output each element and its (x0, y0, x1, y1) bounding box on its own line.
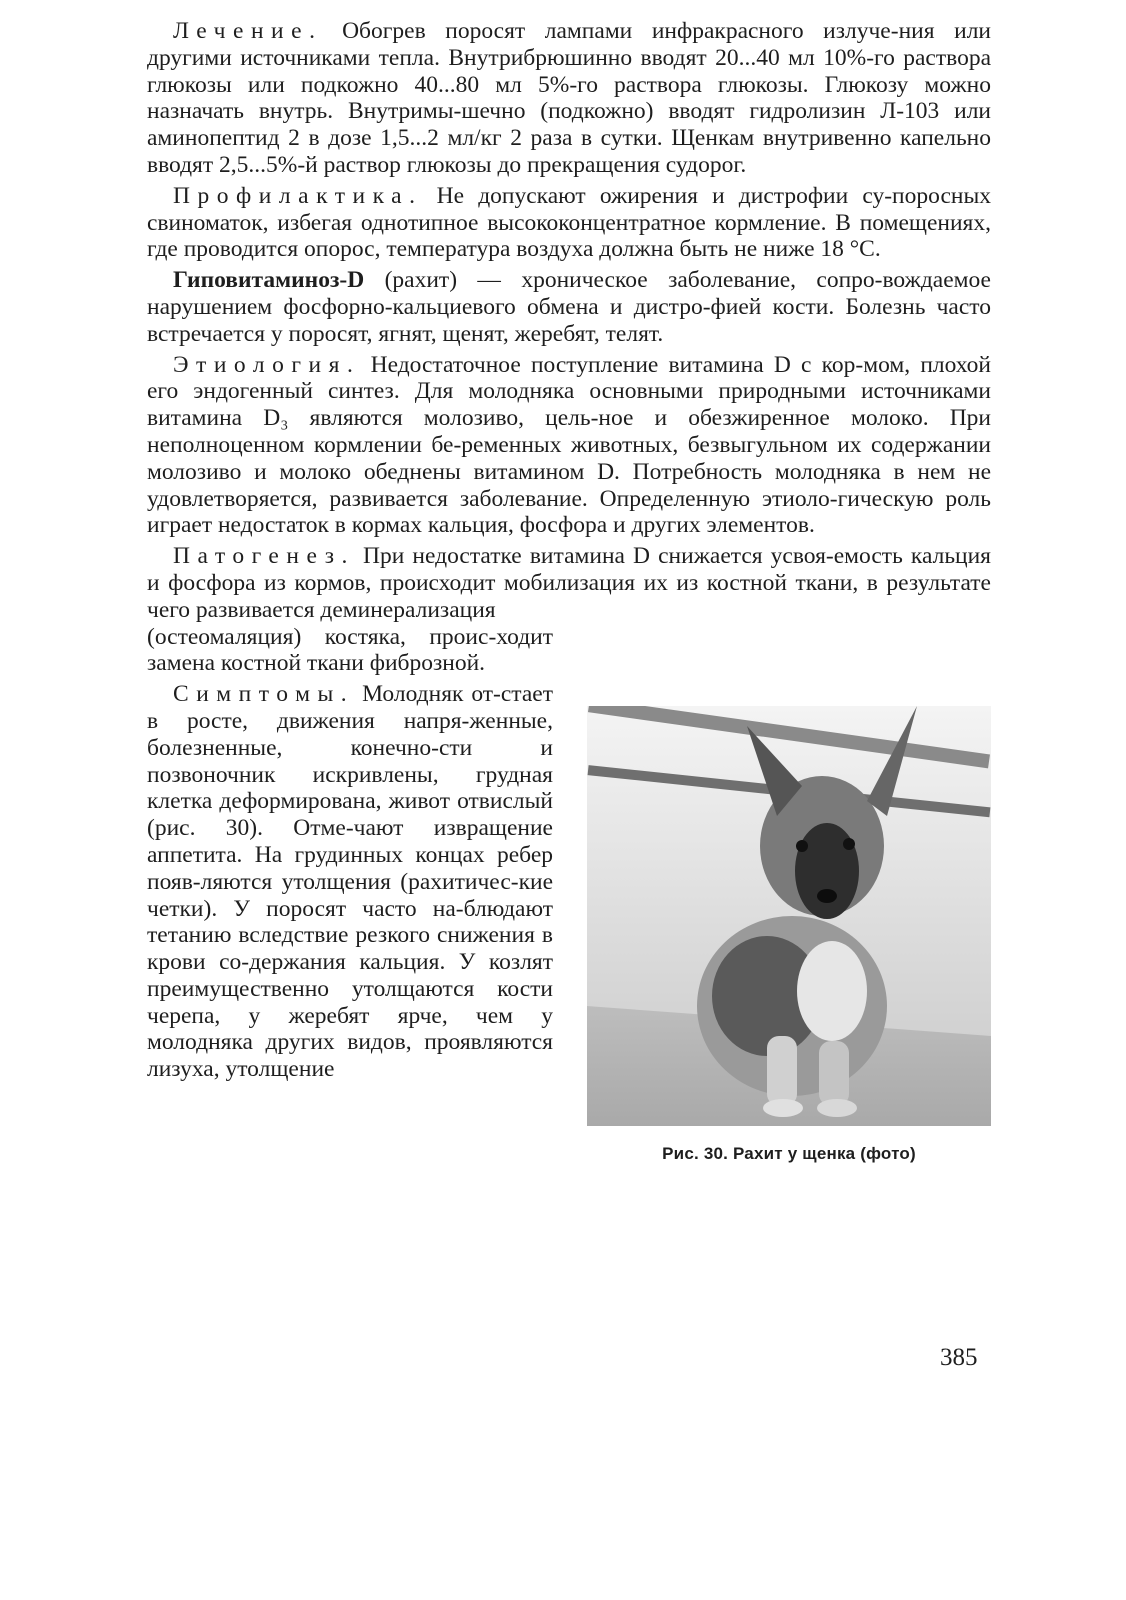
text-patogenez: При недостатке витамина D снижается усвоя-емость кальция и фосфора из кормов, происходит мобилизация их из костной ткани, в результате чего развивается деминерализация (147, 543, 991, 623)
figure-caption: Рис. 30. Рахит у щенка (фото) (662, 1143, 916, 1163)
figure-30 (587, 706, 991, 1164)
heading-profilaktika: Профилактика. (173, 182, 423, 209)
text-lechenie: Обогрев поросят лампами инфракрасного излуче-ния или другими источниками тепла. Внутрибрюшинно вводят 20...40 мл 10%-го раствора глюкозы или подкожно 40...80 мл 5%-го раствора глюкозы. Глюкозу можно назначать внутрь. Внутримы-шечно (подкожно) вводят гидролизин Л-103 или аминопептид 2 в дозе 1,5...2 мл/кг 2 раза в сутки. Щенкам внутривенно капельно вводят 2,5...5%-й раствор глюкозы до прекращения судорог. (147, 18, 991, 178)
puppy-photo (587, 706, 991, 1126)
left-column (147, 624, 553, 1084)
paragraph-patogenez-continued (147, 624, 553, 678)
paragraph-gipovitaminoz (147, 267, 991, 347)
text-gipovitaminoz: (рахит) — хроническое заболевание, сопро-вождаемое нарушением фосфорно-кальциевого обмена и дистро-фией кости. Болезнь часто встречается у поросят, ягнят, щенят, жеребят, телят. (147, 267, 991, 347)
text-simptomy: Молодняк от-стает в росте, движения напря-женные, болезненные, конечно-сти и позвоночник искривлены, грудная клетка деформирована, живот отвислый (рис. 30). Отме-чают извращение аппетита. На грудинных концах ребер появ-ляются утолщения (рахитичес-кие четки). У поросят часто на-блюдают тетанию вследствие резкого снижения в крови со-держания кальция. У козлят преимущественно утолщаются кости черепа, у жеребят ярче, чем у молодняка других видов, проявляются лизуха, утолщение (147, 681, 553, 1083)
paragraph-lechenie (147, 18, 991, 179)
paragraph-etiologiya (147, 352, 991, 540)
heading-patogenez: Патогенез. (173, 543, 355, 570)
heading-lechenie: Лечение. (173, 18, 323, 44)
page-content (147, 18, 991, 1184)
heading-gipovitaminoz: Гиповитаминоз-D (173, 267, 365, 294)
heading-simptomy: Симптомы. (173, 681, 355, 708)
text-profilaktika: Не допускают ожирения и дистрофии су-поросных свиноматок, избегая однотипное высококонцентратное кормление. В помещениях, где проводится опорос, температура воздуха должна быть не ниже 18 °С. (147, 182, 991, 263)
text-etiologiya: Недостаточное поступление витамина D с кор-мом, плохой его эндогенный синтез. Для молодняка основными природными источниками витамина D₃ являются молозиво, цель-ное и обезжиренное молоко. При неполноценном кормлении бе-ременных животных, безвыгульном их содержании молозиво и молоко обеднены витамином D. Потребность молодняка в нем не удовлетворяется, развивается заболевание. Определенную этиоло-гическую роль играет недостаток в кормах кальция, фосфора и других элементов. (147, 351, 991, 539)
heading-etiologiya: Этиология. (173, 351, 361, 378)
paragraph-profilaktika (147, 183, 991, 263)
paragraph-patogenez (147, 543, 991, 623)
text-patogenez-continued: (остеомаляция) костяка, проис-ходит замена костной ткани фиброзной. (147, 623, 553, 677)
split-section (147, 624, 991, 1184)
paragraph-simptomy (147, 681, 553, 1083)
page-number: 385 (940, 1344, 978, 1371)
